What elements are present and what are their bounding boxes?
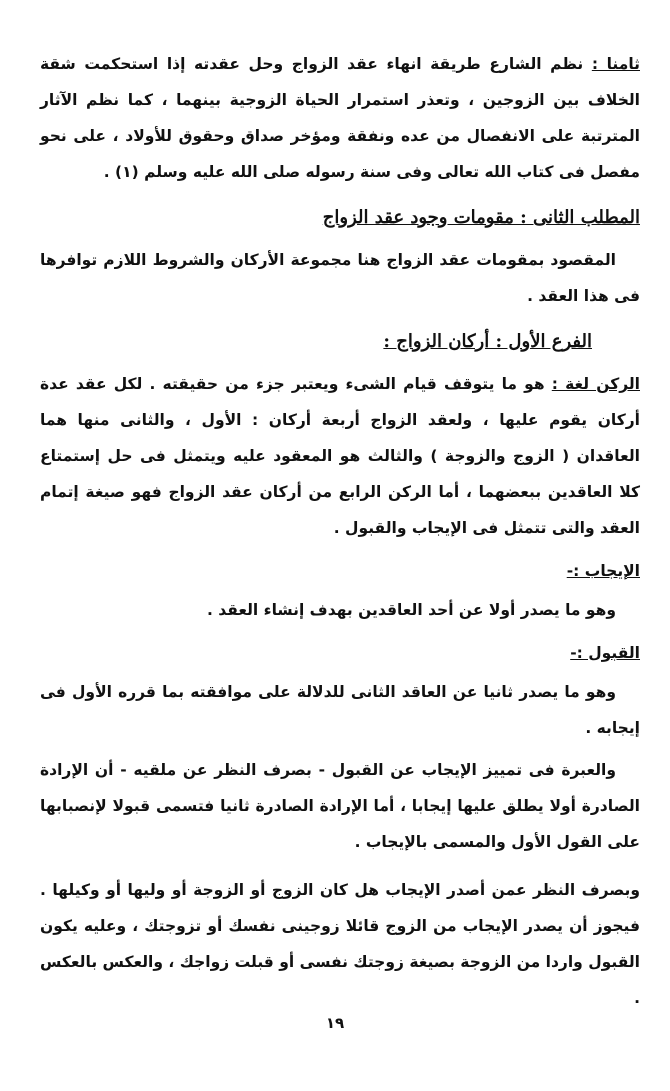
page-number: ١٩ — [325, 1014, 345, 1032]
paragraph-lead-pillar: الركن لغة : — [551, 375, 640, 393]
subsection-heading-pillars: الفرع الأول : أركان الزواج : — [383, 331, 592, 352]
paragraph-ijab: وهو ما يصدر أولا عن أحد العاقدين بهدف إنشاء العقد . — [206, 601, 616, 619]
paragraph-eighth — [40, 46, 640, 190]
document-page — [40, 46, 640, 1016]
paragraph-pillar-language — [40, 366, 640, 546]
paragraph-distinction: والعبرة فى تمييز الإيجاب عن القبول - بصرف النظر عن ملقيه - أن الإرادة الصادرة أولا يطلق عليها إيجابا ، أما الإرادة الصادرة ثانيا فتسمى قبولا لإنصبابها على القول الأول والمسمى بالإيجاب . — [40, 761, 640, 851]
paragraph-body-pillar: هو ما يتوقف قيام الشىء ويعتبر جزء من حقيقته . لكل عقد عدة أركان يقوم عليها ، ولعقد الزواج أربعة أركان : الأول ، والثانى منها هما العاقدان ( الزوج والزوجة ) والثالث هو المعقود عليه ويتمثل فى حل إستمتاع كلا العاقدين ببعضهما ، أما الركن الرابع من أركان عقد الزواج فهو صيغة إتمام العقد والتى تتمثل فى الإيجاب والقبول . — [40, 375, 640, 537]
label-qabool: القبول :- — [570, 644, 640, 662]
paragraph-lead-eighth: ثامنا : — [591, 55, 640, 73]
paragraph-body-eighth: نظم الشارع طريقة انهاء عقد الزواج وحل عقدته إذا استحكمت شقة الخلاف بين الزوجين ، وتعذر استمرار الحياة الزوجية بينهما ، كما نظم الآثار المترتبة على الانفصال من عده ونفقة ومؤخر صداق وحقوق للأولاد ، على نحو مفصل فى كتاب الله تعالى وفى سنة رسوله صلى الله عليه وسلم (١) . — [40, 55, 640, 181]
label-ijab: الإيجاب :- — [566, 562, 640, 580]
paragraph-qabool: وهو ما يصدر ثانيا عن العاقد الثانى للدلالة على موافقته بما قرره الأول فى إيجابه . — [40, 683, 640, 737]
section-heading-second-requirement: المطلب الثانى : مقومات وجود عقد الزواج — [322, 207, 640, 228]
paragraph-regardless: وبصرف النظر عمن أصدر الإيجاب هل كان الزوج أو الزوجة أو وليها أو وكيلها . فيجوز أن يصدر الإيجاب من الزوج قائلا زوجينى نفسك أو تزوجتك ، وعليه يكون القبول واردا من الزوجة بصيغة زوجتك نفسى أو قبلت زواجك ، والعكس بالعكس . — [40, 881, 640, 1007]
paragraph-definition: المقصود بمقومات عقد الزواج هنا مجموعة الأركان والشروط اللازم توافرها فى هذا العقد . — [40, 251, 640, 305]
